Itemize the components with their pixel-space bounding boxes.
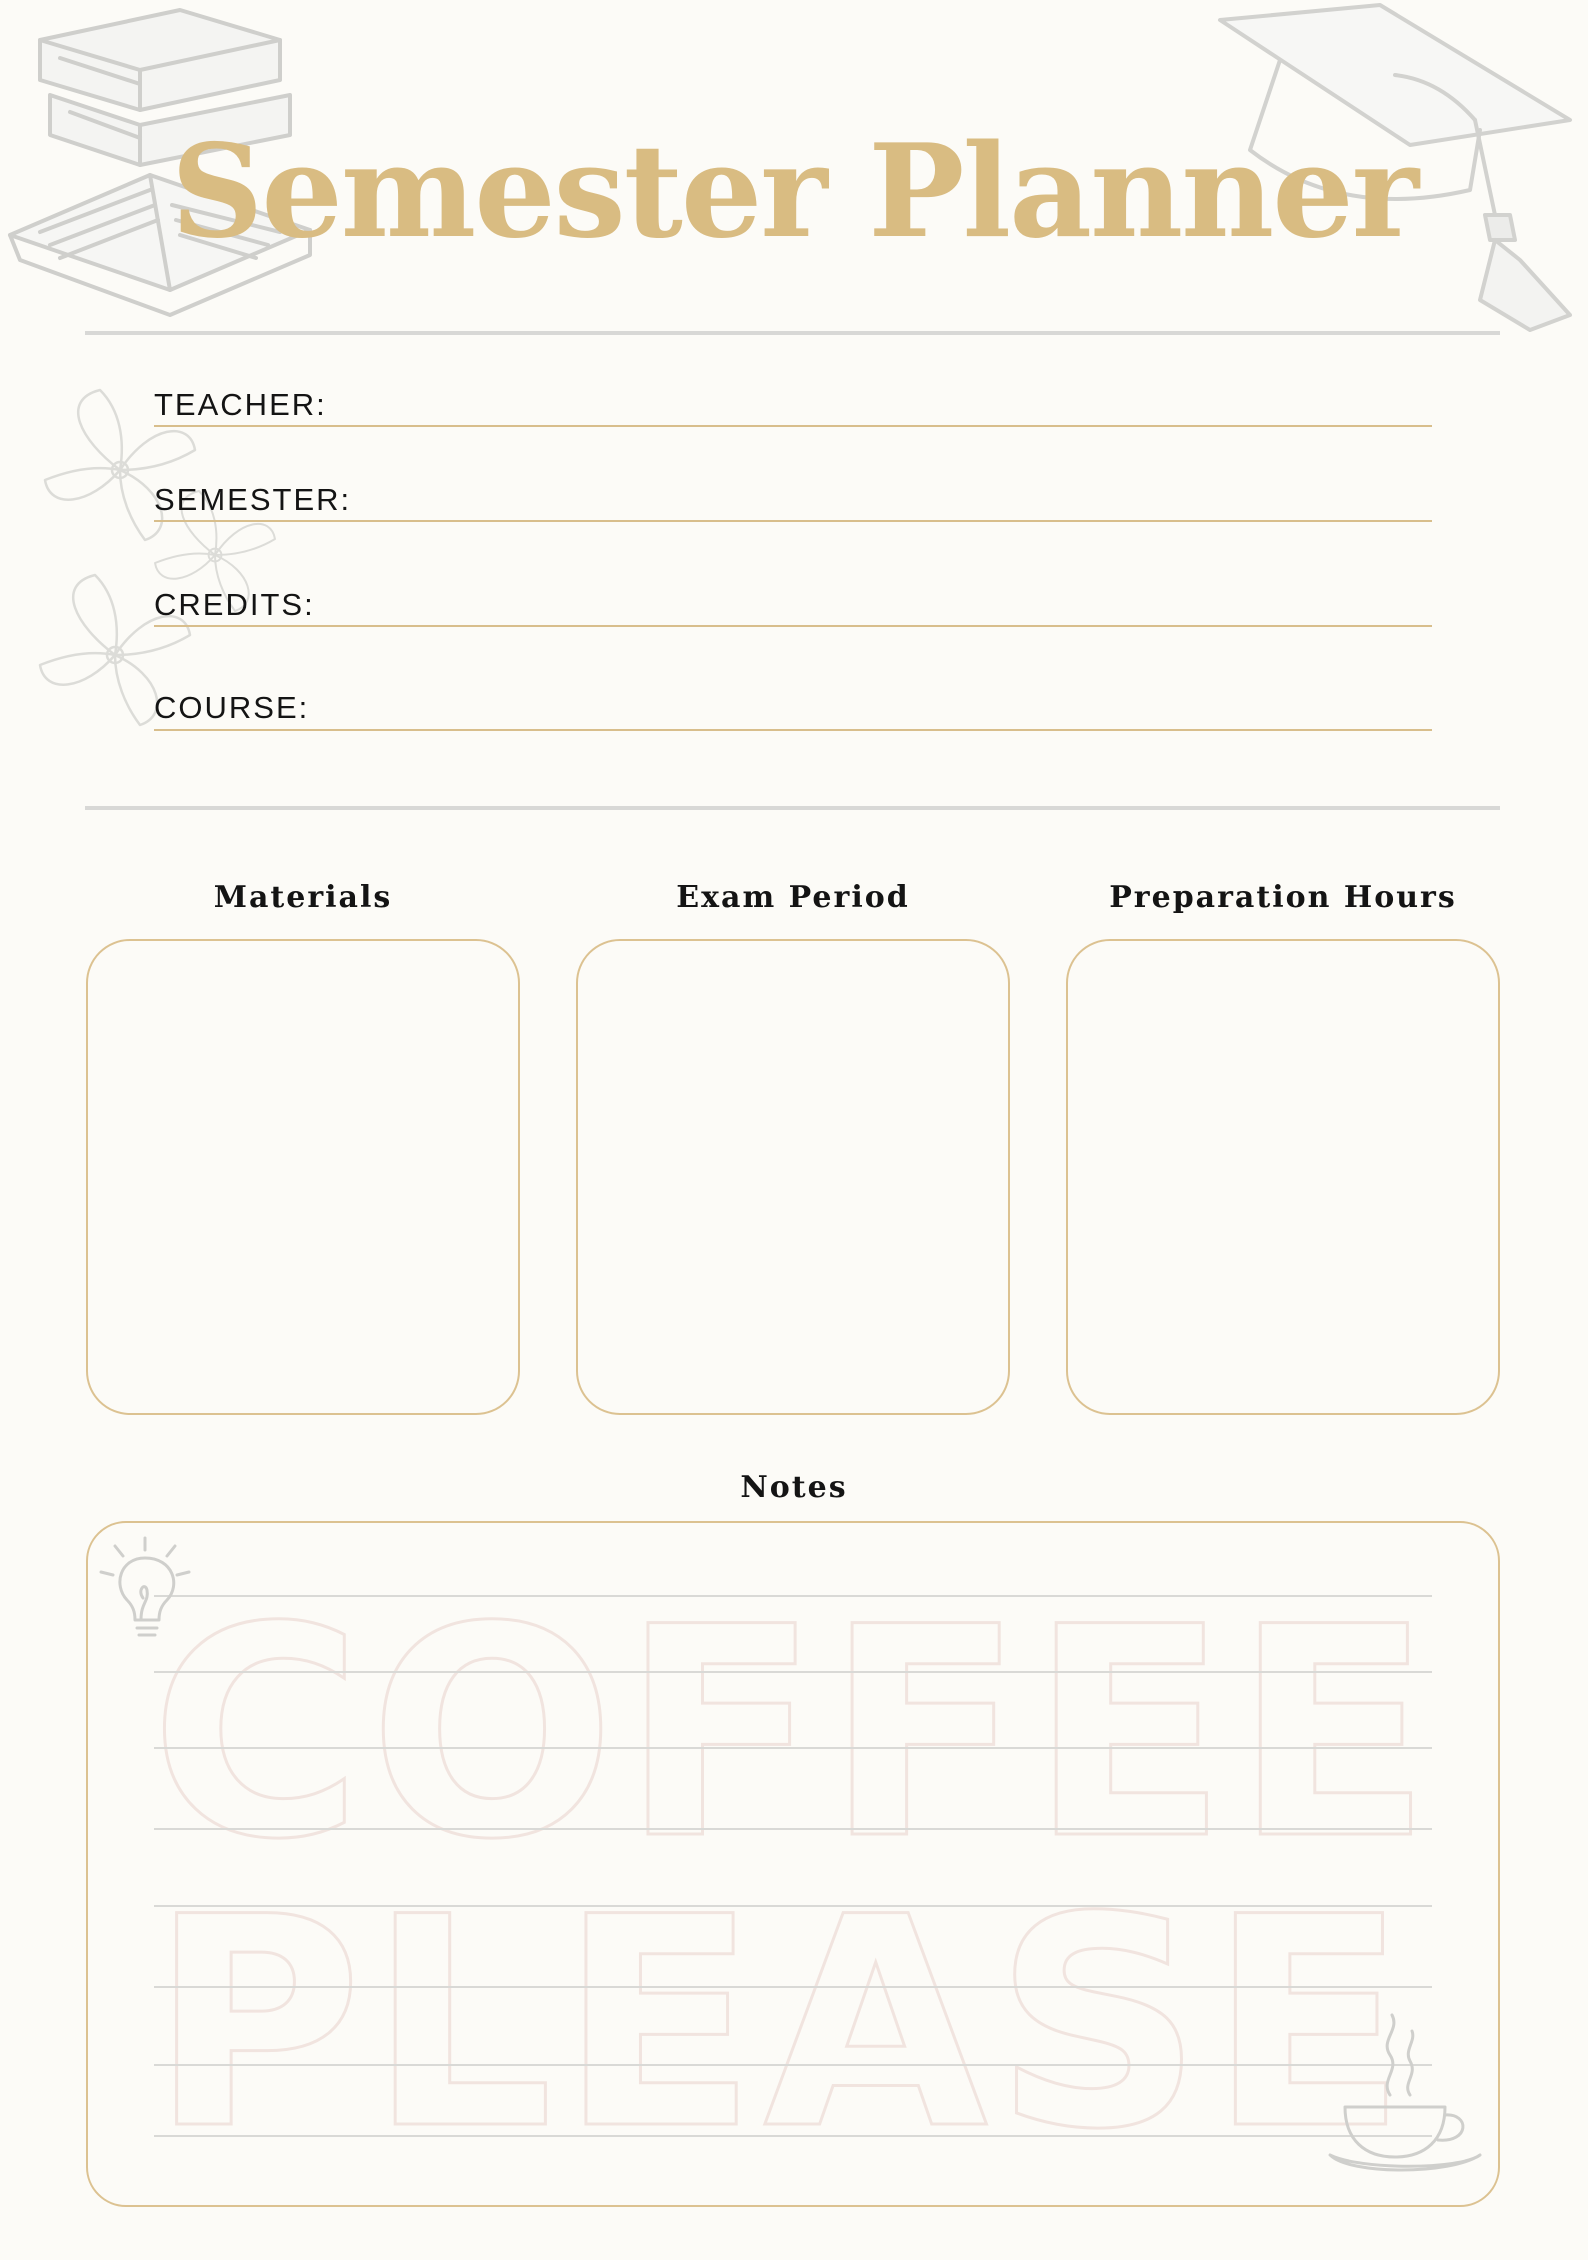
note-line[interactable] [154,1747,1432,1749]
materials-box[interactable] [86,939,520,1415]
credits-label: CREDITS: [154,587,315,622]
page-title: Semester Planner [170,117,1418,267]
note-line[interactable] [154,2064,1432,2066]
note-line[interactable] [154,1828,1432,1830]
lightbulb-icon [85,1520,205,1650]
semester-label: SEMESTER: [154,482,352,517]
flowers-illustration [25,375,295,735]
course-label: COURSE: [154,690,310,725]
materials-heading: Materials [213,880,393,915]
watermark-please: PLEASE [150,1856,1413,2193]
note-line[interactable] [154,1986,1432,1988]
preparation-hours-heading: Preparation Hours [1109,880,1457,915]
notes-heading: Notes [740,1470,848,1505]
teacher-label: TEACHER: [154,387,327,422]
preparation-hours-box[interactable] [1066,939,1500,1415]
note-line[interactable] [154,2135,1432,2137]
teacher-field[interactable] [154,425,1432,427]
note-line[interactable] [154,1905,1432,1907]
exam-period-heading: Exam Period [676,880,910,915]
credits-field[interactable] [154,625,1432,627]
note-line[interactable] [154,1595,1432,1597]
coffee-cup-icon [1320,1995,1490,2185]
middle-divider [85,806,1500,810]
note-line[interactable] [154,1671,1432,1673]
semester-field[interactable] [154,520,1432,522]
watermark-coffee: COFFEE [150,1566,1438,1903]
course-field[interactable] [154,729,1432,731]
exam-period-box[interactable] [576,939,1010,1415]
